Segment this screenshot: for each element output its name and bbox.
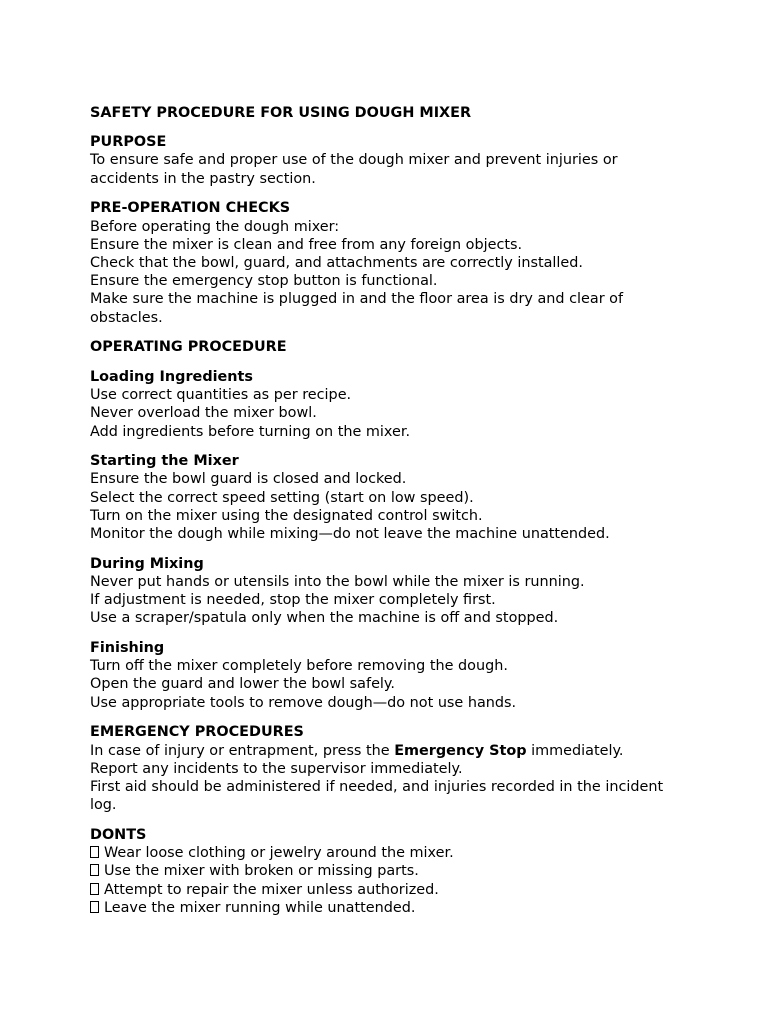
list-item <box>90 844 690 862</box>
donts-section <box>90 826 690 917</box>
document-body <box>90 104 690 928</box>
list-item: Ensure the bowl guard is closed and locked. <box>90 471 407 488</box>
missing-glyph-box-icon <box>90 883 99 895</box>
list-item: Monitor the dough while mixing—do not leave the machine unattended. <box>90 526 610 543</box>
list-item: Turn on the mixer using the designated control switch. <box>90 507 483 524</box>
donts-heading: DONTS <box>90 826 147 843</box>
pre-operation-section <box>90 199 690 326</box>
list-item: Use a scraper/spatula only when the machine is off and stopped. <box>90 610 559 627</box>
list-item: Select the correct speed setting (start on low speed). <box>90 489 474 506</box>
purpose-section <box>90 133 690 188</box>
list-item: Ensure the emergency stop button is functional. <box>90 273 438 290</box>
operating-heading-section <box>90 338 690 356</box>
finishing-section <box>90 639 690 712</box>
list-item: Ensure the mixer is clean and free from any foreign objects. <box>90 236 523 253</box>
emergency-text-post: immediately. <box>526 742 624 759</box>
list-item: Turn off the mixer completely before removing the dough. <box>90 658 508 675</box>
list-item: Use appropriate tools to remove dough—do not use hands. <box>90 694 517 711</box>
list-item: Check that the bowl, guard, and attachments are correctly installed. <box>90 254 583 271</box>
missing-glyph-box-icon <box>90 864 99 876</box>
emergency-stop-label: Emergency Stop <box>394 742 527 759</box>
pre-operation-heading: PRE-OPERATION CHECKS <box>90 200 291 217</box>
emergency-section <box>90 723 690 814</box>
list-item: Make sure the machine is plugged in and the floor area is dry and clear of obstacles. <box>90 291 624 326</box>
list-item <box>90 881 690 899</box>
loading-heading: Loading Ingredients <box>90 368 253 385</box>
operating-heading: OPERATING PROCEDURE <box>90 339 287 356</box>
starting-section <box>90 452 690 543</box>
list-item: Use correct quantities as per recipe. <box>90 387 352 404</box>
emergency-text-pre: In case of injury or entrapment, press the <box>90 742 395 759</box>
donts-item-text: Attempt to repair the mixer unless authorized. <box>104 881 439 898</box>
starting-heading: Starting the Mixer <box>90 453 239 470</box>
during-mixing-heading: During Mixing <box>90 555 204 572</box>
missing-glyph-box-icon <box>90 901 99 913</box>
list-item: Add ingredients before turning on the mixer. <box>90 423 411 440</box>
list-item <box>90 862 690 880</box>
list-item: If adjustment is needed, stop the mixer completely first. <box>90 592 496 609</box>
list-item <box>90 742 690 760</box>
donts-item-text: Use the mixer with broken or missing parts. <box>104 863 419 880</box>
donts-item-text: Wear loose clothing or jewelry around the mixer. <box>104 845 454 862</box>
list-item: Open the guard and lower the bowl safely. <box>90 676 395 693</box>
purpose-text: To ensure safe and proper use of the dough mixer and prevent injuries or accidents in the pastry section. <box>90 152 618 187</box>
list-item: Never overload the mixer bowl. <box>90 405 317 422</box>
list-item: Never put hands or utensils into the bowl while the mixer is running. <box>90 573 585 590</box>
document-title: SAFETY PROCEDURE FOR USING DOUGH MIXER <box>90 105 472 121</box>
list-item: First aid should be administered if needed, and injuries recorded in the incident log. <box>90 779 664 814</box>
donts-item-text: Leave the mixer running while unattended. <box>104 899 416 916</box>
purpose-heading: PURPOSE <box>90 134 167 151</box>
missing-glyph-box-icon <box>90 846 99 858</box>
list-item <box>90 899 690 917</box>
list-item: Before operating the dough mixer: <box>90 218 340 235</box>
loading-section <box>90 368 690 441</box>
during-mixing-section <box>90 555 690 628</box>
emergency-heading: EMERGENCY PROCEDURES <box>90 724 304 741</box>
finishing-heading: Finishing <box>90 640 165 657</box>
list-item: Report any incidents to the supervisor immediately. <box>90 760 463 777</box>
